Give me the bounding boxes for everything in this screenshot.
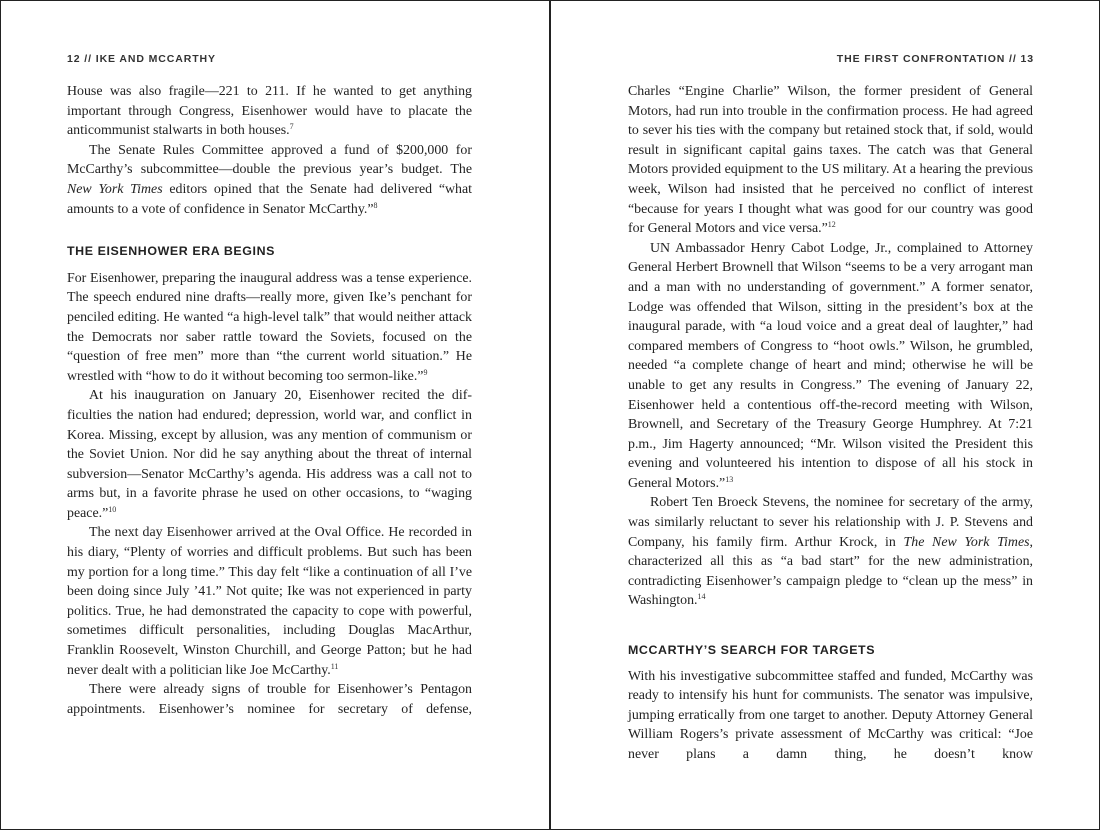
paragraph: Robert Ten Broeck Stevens, the nominee for secretary of the army, was similarly reluctant to sever his relationship with J. P. Stevens and Company, his family firm. Arthur Krock, in The New York Times, characterized all this as “a bad start” for the new administration, contradicting Eisenhower’s campaign pledge to “clean up the mess” in Washington.$^{14}$ [628,495,1033,609]
right-running-head: THE FIRST CONFRONTATION // 13 [836,53,1034,65]
footnote-ref: 8 [373,200,378,210]
section-heading: THE EISENHOWER ERA BEGINS [67,244,275,259]
footnote-ref: 9 [423,367,428,377]
paragraph: The Senate Rules Committee approved a fund of $200,000 for McCarthy’s subcommittee—double the previous year’s budget. The New York Times editors opined that the Senate had delivered “what amounts to a vote of confidence in Senator McCarthy.”$^8$ [67,142,473,217]
paragraph: For Eisenhower, preparing the inaugural address was a tense experience. The speech endured nine drafts—really more, given Ike’s penchant for penciled editing. He wanted “a high-level talk” that would neither attack the Democrats nor saber rattle toward the Soviets, focused on the “question of free men” more than “the current world situation.” He wrestled with “how to do it without becoming too sermon-like.”$^9$ [67,270,472,384]
footnote-ref: 10 [108,504,117,514]
paragraph: UN Ambassador Henry Cabot Lodge, Jr., complained to Attorney General Herbert Brownell that Wilson “seems to be a very arrogant man and a man with no understanding of government.” A former senator, Lodge was offended that Wilson, sitting in the president’s box at the inaugural parade, with “a loud voice and a great deal of laughter,” had compared members of Congress to “hoot owls.” Wilson, he grumbled, needed “a complete change of heart and mind; otherwise he will be unable to get any results in Congress.” The evening of January 22, Eisenhower held a contentious off-the-record meeting with Wilson, Brownell, and Secretary of the Treasury George Humphrey. At 7:21 p.m., Jim Hagerty announced; “Mr. Wilson visited the President this evening and volunteered his intention to dispose of all his stock in General Motors.”$^{13}$ [628,240,1033,491]
paragraph: The next day Eisenhower arrived at the Oval Office. He recorded in his diary, “Plenty of worries and difficult problems. But such has been my portion for a long time.” This day felt “like a continuation of all I’ve been doing since July ’41.” Not quite; Ike was not experienced in party politics. True, he had demonstrated the capacity to cope with powerful, sometimes difficult personalities, including Douglas MacArthur, Franklin Roosevelt, Winston Churchill, and George Patton; but he had never dealt with a politician like Joe McCarthy.$^{11}$ [67,525,472,678]
right-page [551,0,1099,830]
publication-title: New York Times [67,181,163,197]
paragraph: At his inauguration on January 20, Eisenhower recited the difficulties the nation had endured; depression, world war, and conflict in Korea. Missing, except by allusion, was any mention of communism or the Soviet Union. Nor did he say anything about the threat of internal subversion—Senator McCarthy’s agenda. His address was a call not to arms but, in a favorite phrase he used on other occasions, to “waging peace.”$^{10}$ [67,388,472,521]
paragraph: There were already signs of trouble for Eisenhower’s Pentagon appointments. Eisenhower’s nominee for secretary of defense, [67,682,472,717]
left-running-head: 12 // IKE AND MCCARTHY [67,53,216,65]
paragraph: With his investigative subcommittee staffed and funded, McCarthy was ready to intensify his hunt for communists. The senator was impulsive, jumping erratically from one target to another. Deputy Attorney General William Rogers’s private assessment of McCarthy was critical: “Joe never plans a damn thing, he doesn’t know [628,668,1033,762]
footnote-ref: 11 [330,661,339,671]
left-page [0,0,549,830]
left-body-text [67,82,472,719]
footnote-ref: 12 [827,220,836,230]
section-heading: MCCARTHY’S SEARCH FOR TARGETS [628,643,876,658]
paragraph: House was also fragile—221 to 211. If he wanted to get anything important through Congress, Eisenhower would have to placate the anticommunist stalwarts in both houses.$^7$ [67,84,472,139]
publication-title: The New York Times [903,534,1030,550]
paragraph: Charles “Engine Charlie” Wilson, the former president of General Motors, had run into trouble in the confirmation process. He had agreed to sever his ties with the company but retained stock that, if sold, would result in significant capital gains taxes. The catch was that General Motors provided equipment to the US military. At a hearing the previous week, Wilson had insisted that he perceived no conflict of interest “because for years I thought what was good for our country was good for General Motors and vice versa.”$^{12}$ [628,84,1033,237]
footnote-ref: 7 [289,122,294,132]
right-body-text [628,82,1033,765]
footnote-ref: 13 [725,474,734,484]
footnote-ref: 14 [697,592,706,602]
